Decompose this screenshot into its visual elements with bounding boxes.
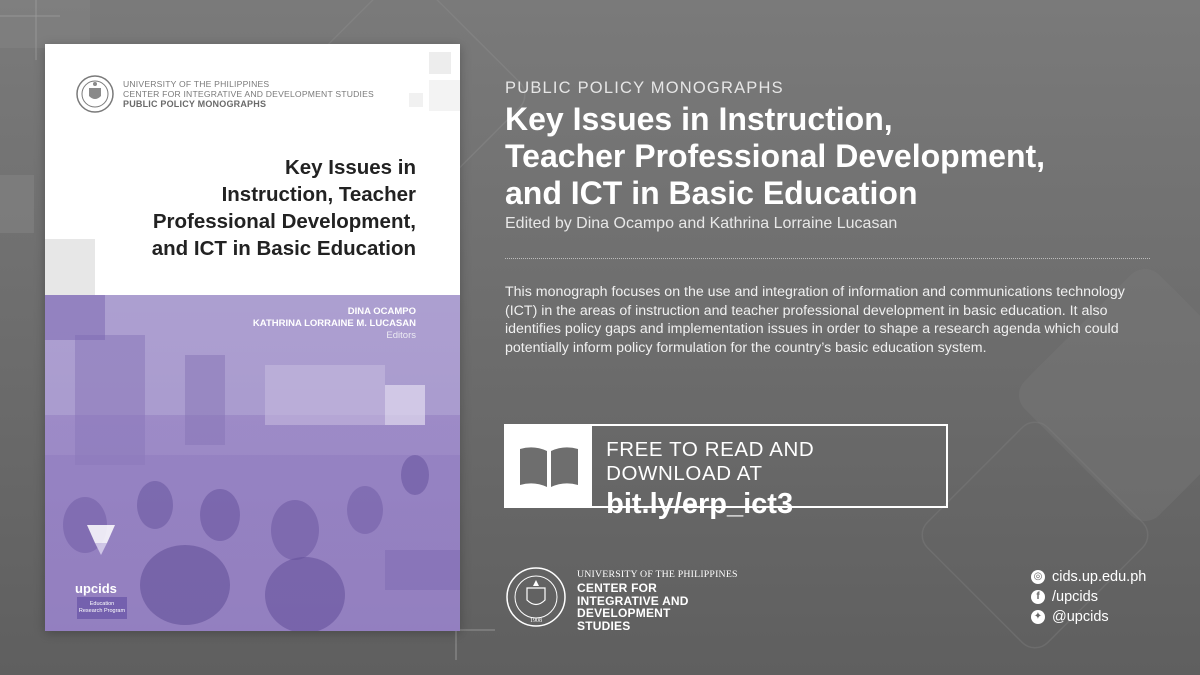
cover-org-line: CENTER FOR INTEGRATIVE AND DEVELOPMENT STUDIES [123, 89, 374, 99]
social-twitter-label[interactable]: @upcids [1052, 609, 1109, 625]
cover-logo-text: upcids [75, 581, 117, 596]
cover-title-line: and ICT in Basic Education [151, 237, 416, 260]
download-link[interactable]: bit.ly/erp_ict3 [606, 488, 794, 520]
footer-center-name [577, 582, 738, 632]
monograph-title-line: Teacher Professional Development, [505, 138, 1046, 174]
cover-title-line: Key Issues in [284, 156, 416, 179]
cover-org-line: UNIVERSITY OF THE PHILIPPINES [123, 79, 270, 89]
footer-organization [577, 569, 738, 632]
twitter-icon: ✦ [1031, 610, 1045, 624]
cover-title-line: Professional Development, [152, 210, 416, 233]
social-website-label[interactable]: cids.up.edu.ph [1052, 569, 1147, 585]
monograph-title-line: and ICT in Basic Education [505, 175, 918, 211]
footer-university: UNIVERSITY OF THE PHILIPPINES [577, 569, 738, 580]
cover-series-label: PUBLIC POLICY MONOGRAPHS [123, 99, 267, 109]
cover-decoration-square [409, 93, 423, 107]
series-label: PUBLIC POLICY MONOGRAPHS [505, 79, 784, 97]
cover-organization [123, 79, 374, 109]
cover-logo-subtitle-line: Research Program [78, 608, 126, 614]
book-cover [45, 44, 460, 631]
upcids-logo-icon [77, 521, 125, 569]
download-cta[interactable] [504, 424, 948, 520]
monograph-description: This monograph focuses on the use and integration of information and communications technology (ICT) in the areas of instruction and teacher professional development in basic education. It also identifies policy gaps and implementation issues in order to shape a research agenda which could potentially inform policy formulation for the country’s basic education system. [505, 284, 1125, 356]
editors-line: Edited by Dina Ocampo and Kathrina Lorraine Lucasan [505, 215, 898, 232]
cta-label: FREE TO READ AND DOWNLOAD AT [606, 438, 815, 485]
cover-title [86, 154, 416, 262]
seal-year: 1908 [530, 618, 542, 624]
footer-center-line: STUDIES [577, 618, 631, 633]
cover-decoration-square [429, 52, 451, 74]
social-facebook-label[interactable]: /upcids [1052, 589, 1098, 605]
up-seal-icon [75, 74, 115, 114]
cover-logo-subtitle [77, 597, 127, 619]
cover-decoration-square [429, 80, 460, 111]
monograph-title-line: Key Issues in Instruction, [505, 101, 893, 137]
social-website[interactable] [1031, 567, 1146, 587]
footer-center-line: DEVELOPMENT [577, 606, 671, 620]
monograph-title [505, 101, 1165, 212]
cover-title-line: Instruction, Teacher [221, 183, 416, 206]
cover-header [75, 74, 374, 114]
up-seal-icon [505, 566, 567, 628]
open-book-icon [518, 443, 580, 489]
cover-logo-subtitle-line: Education [89, 601, 115, 607]
cover-editor-name: DINA OCAMPO [347, 306, 416, 317]
cover-editor-name: KATHRINA LORRAINE M. LUCASAN [252, 318, 416, 329]
social-facebook[interactable] [1031, 587, 1146, 607]
cta-icon-box [506, 426, 592, 506]
cover-classroom-photo [45, 295, 460, 631]
facebook-icon: f [1031, 590, 1045, 604]
footer-center-line: CENTER FOR [577, 581, 657, 595]
social-twitter[interactable] [1031, 607, 1146, 627]
footer-center-line: INTEGRATIVE AND [577, 593, 689, 608]
cover-editors-role: Editors [386, 330, 416, 341]
dotted-divider [505, 258, 1150, 259]
web-icon: ◎ [1031, 570, 1045, 584]
social-links [1031, 567, 1146, 627]
cover-editors [253, 306, 416, 342]
cta-text [592, 426, 946, 520]
